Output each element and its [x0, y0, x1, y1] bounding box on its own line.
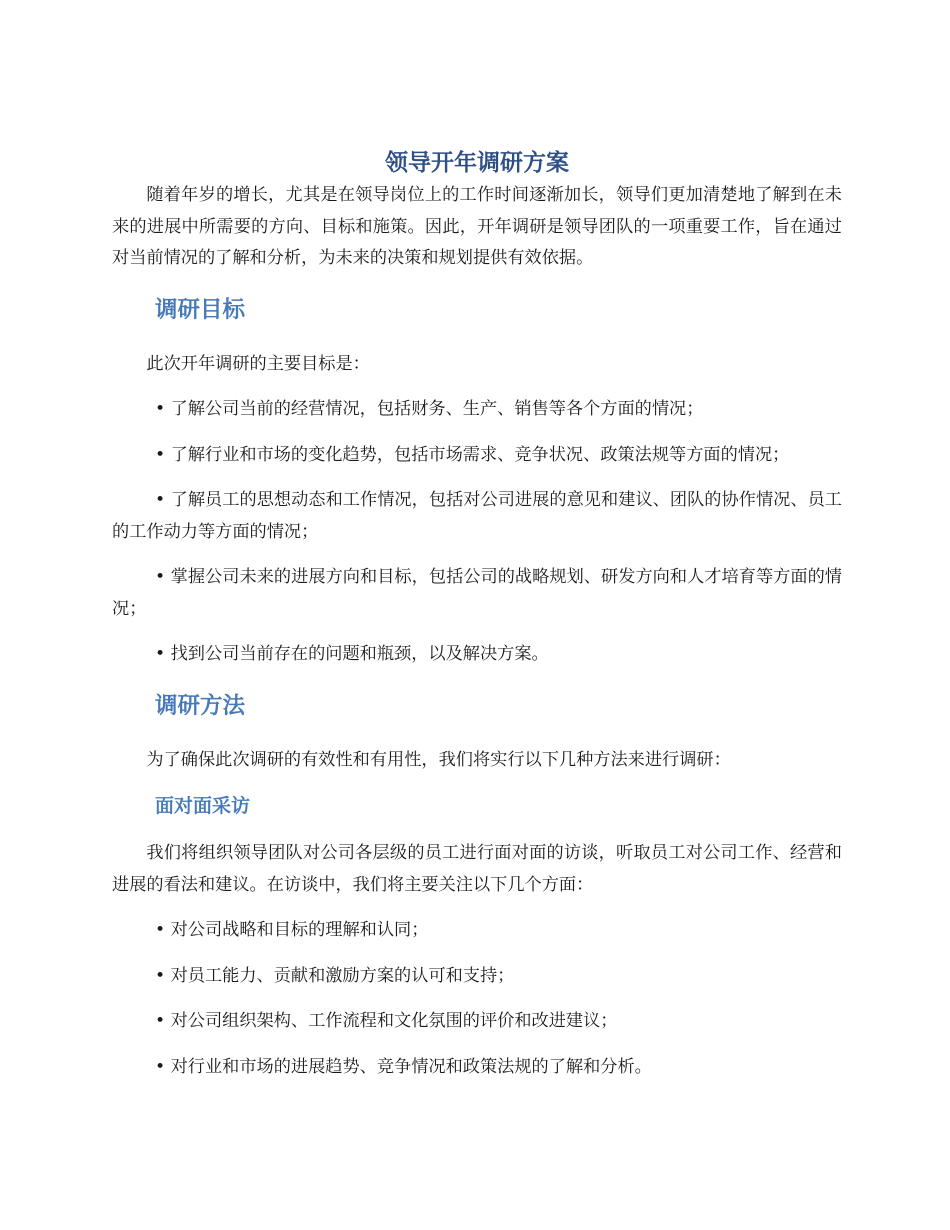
goal-item: • 了解公司当前的经营情况，包括财务、生产、销售等各个方面的情况； [155, 399, 704, 419]
subsection-heading-interview: 面对面采访 [155, 795, 251, 817]
section-heading-goals: 调研目标 [155, 296, 246, 323]
interview-lead-paragraph: 我们将组织领导团队对公司各层级的员工进行面对面的访谈，听取员工对公司工作、经营和进展的看法和建议。在访谈中，我们将主要关注以下几个方面： [112, 843, 842, 895]
goals-lead-paragraph: 此次开年调研的主要目标是： [146, 353, 370, 374]
interview-item: • 对行业和市场的进展趋势、竞争情况和政策法规的了解和分析。 [155, 1056, 652, 1077]
interview-item: • 对公司组织架构、工作流程和文化氛围的评价和改进建议； [155, 1011, 618, 1031]
goal-item: • 找到公司当前存在的问题和瓶颈，以及解决方案。 [155, 644, 549, 664]
document-title: 领导开年调研方案 [385, 150, 569, 176]
goal-item: • 掌握公司未来的进展方向和目标，包括公司的战略规划、研发方向和人才培育等方面的情况； [112, 567, 842, 619]
document-content [112, 146, 842, 1083]
methods-lead-paragraph: 为了确保此次调研的有效性和有用性，我们将实行以下几种方法来进行调研： [146, 749, 731, 770]
goal-item: • 了解行业和市场的变化趋势，包括市场需求、竞争状况、政策法规等方面的情况； [155, 444, 790, 465]
interview-item: • 对员工能力、贡献和激励方案的认可和支持； [155, 965, 515, 986]
interview-item: • 对公司战略和目标的理解和认同； [155, 920, 429, 940]
section-heading-methods: 调研方法 [155, 692, 246, 719]
intro-paragraph: 随着年岁的增长，尤其是在领导岗位上的工作时间逐渐加长，领导们更加清楚地了解到在未来的进展中所需要的方向、目标和施策。因此，开年调研是领导团队的一项重要工作，旨在通过对当前情况的了解和分析，为未来的决策和规划提供有效依据。 [112, 185, 842, 268]
goal-item: • 了解员工的思想动态和工作情况，包括对公司进展的意见和建议、团队的协作情况、员工的工作动力等方面的情况； [112, 490, 842, 542]
